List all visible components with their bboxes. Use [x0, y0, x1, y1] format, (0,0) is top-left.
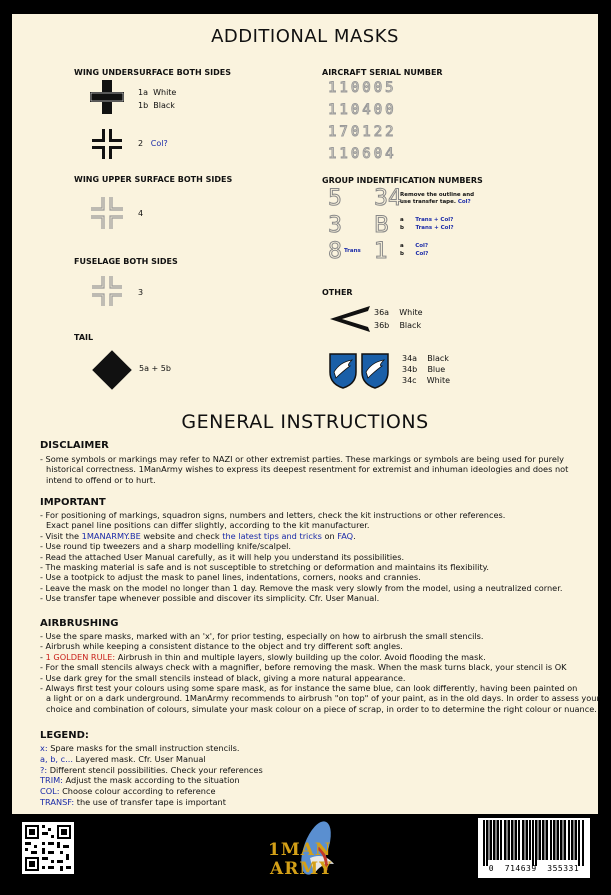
mask-3-label: 3: [138, 288, 144, 297]
group-note-2: use transfer tape. Col?: [400, 199, 471, 205]
balkenkreuz-corner-icon: [92, 129, 122, 159]
serial-number-3: 170122: [328, 124, 397, 140]
legend-item: TRANSF: the use of transfer tape is important: [40, 796, 226, 807]
group-b-row-b: b Trans + Col?: [400, 225, 454, 231]
tail-title: TAIL: [74, 333, 94, 342]
chevron-icon: [330, 306, 370, 332]
group-8-trans-label: Trans: [344, 248, 361, 254]
important-text: - For positioning of markings, squadron signs, numbers and letters, check the kit instructions or other references. Exact panel line positions can differ slightly, according to the kit manufacturer. - Visit the 1MANARMY.BE website and check the latest tips and tricks on FAQ. - Use round tip tweezers and a sharp modelling knife/scalpel. - Read the attached User Manual carefully, as it will help you understand its possibilities. - The masking material is safe and is not susceptible to stretching or deformation and maintains its flexibility. - Use a tootpick to adjust the mask to panel lines, indentations, corners, nooks and crannies. - Leave the mask on the model no longer than 1 day. Remove the mask very slowly from the model, using a neutralized corner. - Use transfer tape whenever possible and discover its simplicity. Cfr. User Manual.: [40, 510, 563, 604]
logo: [268, 818, 358, 888]
group-glyph-1: 1: [374, 239, 388, 264]
wing-upper-title: WING UPPER SURFACE BOTH SIDES: [74, 175, 233, 184]
airbrushing-heading: AIRBRUSHING: [40, 618, 119, 629]
mask-1b-label: 1b Black: [138, 101, 175, 110]
legend-item: COL: Choose colour according to reference: [40, 786, 216, 797]
group-glyph-b: B: [374, 213, 390, 238]
barcode: [478, 818, 590, 878]
logo-text-line2: ARMY: [270, 859, 333, 879]
qr-code-icon: [22, 822, 74, 874]
legend-list: [40, 743, 263, 808]
mask-2-label: 2 Col?: [138, 139, 168, 148]
group-note-1: Remove the outline and: [400, 192, 475, 198]
mask-sheet: [12, 14, 598, 814]
group-b-row-a: a Trans + Col?: [400, 217, 454, 223]
group-title: GROUP INDENTIFICATION NUMBERS: [322, 176, 483, 185]
logo-text-line1: 1MAN: [268, 840, 332, 860]
mask-34c-label: 34c White: [402, 376, 451, 385]
balkenkreuz-large-icon: [90, 80, 124, 114]
serial-number-1: 110005: [328, 80, 397, 96]
group-1-row-b: b Col?: [400, 251, 429, 257]
legend-heading: LEGEND:: [40, 730, 89, 741]
tail-diamond-icon: [92, 350, 132, 390]
cross-outline-icon: [91, 197, 123, 229]
barcode-bars-icon: [482, 820, 586, 866]
disclaimer-text: - Some symbols or markings may refer to NAZI or other extremist parties. These markings or symbols are being used for purely historical correctness. 1ManArmy wishes to express its deepest resentment for extremist and inhuman ideologies and does not intend to offend or to hurt.: [40, 454, 569, 485]
legend-item: x: Spare masks for the small instruction stencils.: [40, 743, 240, 753]
cross-outline-small-icon: [92, 276, 122, 306]
unit-shield-badges-icon: [328, 352, 390, 388]
tips-link[interactable]: the latest tips and tricks: [222, 530, 322, 541]
serial-number-4: 110604: [328, 146, 397, 162]
legend-item: TRIM: Adjust the mask according to the situation: [40, 775, 240, 786]
group-glyph-5: 5: [328, 186, 342, 211]
mask-34b-label: 34b Blue: [402, 365, 446, 374]
mask-5-label: 5a + 5b: [139, 364, 171, 373]
barcode-number: 0 714639 355331: [488, 864, 580, 873]
group-glyph-34: 34: [374, 186, 402, 211]
serial-title: AIRCRAFT SERIAL NUMBER: [322, 68, 443, 77]
faq-link[interactable]: FAQ: [337, 530, 354, 541]
group-glyph-3: 3: [328, 213, 342, 238]
mask-36b-label: 36b Black: [374, 321, 422, 330]
mask-4-label: 4: [138, 209, 144, 218]
disclaimer-heading: DISCLAIMER: [40, 440, 109, 451]
mask-34a-label: 34a Black: [402, 354, 449, 363]
legend-item: a, b, c... Layered mask. Cfr. User Manual: [40, 753, 206, 764]
general-instructions-title: GENERAL INSTRUCTIONS: [181, 411, 429, 433]
important-heading: IMPORTANT: [40, 497, 106, 508]
mask-36a-label: 36a White: [374, 308, 423, 317]
group-glyph-8: 8: [328, 239, 342, 264]
other-title: OTHER: [322, 288, 353, 297]
wing-under-title: WING UNDERSURFACE BOTH SIDES: [74, 68, 232, 77]
legend-item: ?: Different stencil possibilities. Check your references: [40, 764, 263, 775]
mask-1a-label: 1a White: [138, 88, 177, 97]
serial-number-2: 110400: [328, 102, 397, 118]
airbrushing-text: - Use the spare masks, marked with an 'x', for prior testing, especially on how to airbrush the small stencils. - Airbrush while keeping a consistent distance to the object and try different soft angles. - 1 GOLDEN RULE: Airbrush in thin and multiple layers, slowly building up the color. Avoid flooding the mask. - For the small stencils always check with a magnifier, before removing the mask. When the mask turns black, your stencil is OK - Use dark grey for the small stencils instead of black, giving a more natural appearance. - Always first test your colours using some spare mask, as for instance the same blue, can look differently, having been painted on a light or on a dark underground. 1ManArmy recommends to airbrush "on top" of your paint, as in the old days. In order to assess your choice and combination of colours, simulate your mask colour on a piece of scrap, in order to to determine the right colour or nuance.: [40, 631, 600, 714]
fuselage-title: FUSELAGE BOTH SIDES: [74, 257, 178, 266]
website-link[interactable]: 1MANARMY.BE: [81, 530, 141, 541]
additional-masks-title: ADDITIONAL MASKS: [211, 26, 399, 47]
group-1-row-a: a Col?: [400, 243, 429, 249]
